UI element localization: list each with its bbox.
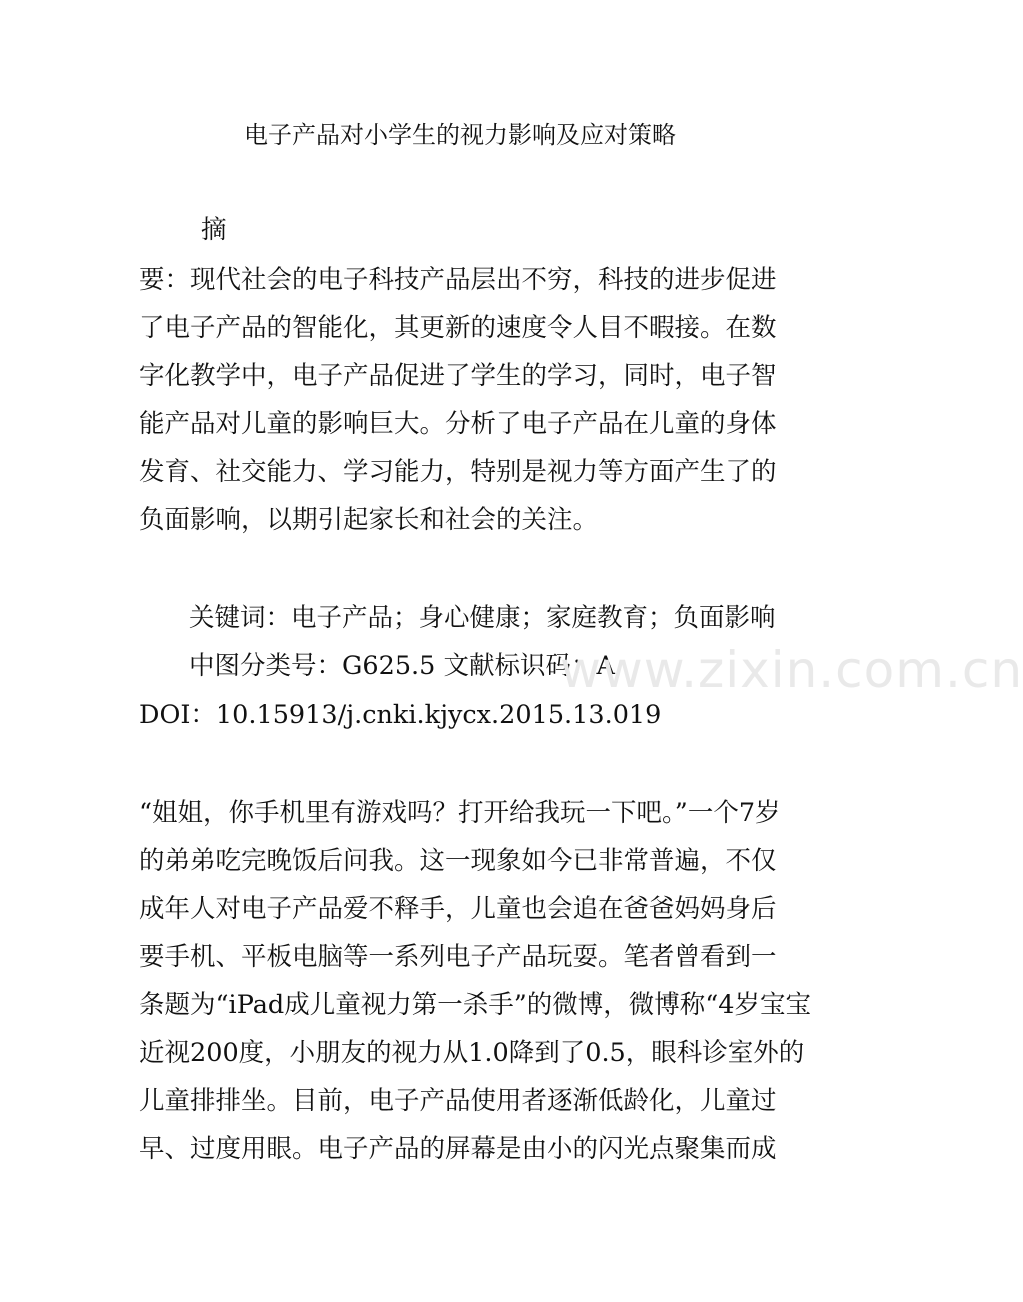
- abstract-line: 能产品对儿童的影响巨大。分析了电子产品在儿童的身体: [139, 409, 777, 439]
- body-line: “姐姐，你手机里有游戏吗？打开给我玩一下吧。”一个7岁: [139, 798, 781, 828]
- abstract-line: 发育、社交能力、学习能力，特别是视力等方面产生了的: [139, 457, 777, 487]
- classification-line: 中图分类号：G625.5 文献标识码：A: [189, 651, 615, 681]
- body-line: 的弟弟吃完晚饭后问我。这一现象如今已非常普遍，不仅: [139, 846, 777, 876]
- watermark: www.zixin.com.cn: [560, 641, 1023, 699]
- abstract-line: 字化教学中，电子产品促进了学生的学习，同时，电子智: [139, 361, 777, 391]
- body-line: 近视200度，小朋友的视力从1.0降到了0.5，眼科诊室外的: [139, 1038, 805, 1068]
- abstract-line: 负面影响，以期引起家长和社会的关注。: [139, 505, 599, 535]
- abstract-heading: 摘: [201, 215, 227, 245]
- body-line: 早、过度用眼。电子产品的屏幕是由小的闪光点聚集而成: [139, 1134, 777, 1164]
- body-line: 儿童排排坐。目前，电子产品使用者逐渐低龄化，儿童过: [139, 1086, 777, 1116]
- abstract-line: 要：现代社会的电子科技产品层出不穷，科技的进步促进: [139, 265, 777, 295]
- doi-line: DOI：10.15913/j.cnki.kjycx.2015.13.019: [139, 700, 662, 730]
- document-title: 电子产品对小学生的视力影响及应对策略: [244, 121, 676, 149]
- abstract-line: 了电子产品的智能化，其更新的速度令人目不暇接。在数: [139, 313, 777, 343]
- body-line: 条题为“iPad成儿童视力第一杀手”的微博，微博称“4岁宝宝: [139, 990, 812, 1020]
- body-line: 要手机、平板电脑等一系列电子产品玩耍。笔者曾看到一: [139, 942, 777, 972]
- keywords-line: 关键词：电子产品；身心健康；家庭教育；负面影响: [189, 603, 776, 633]
- body-line: 成年人对电子产品爱不释手，儿童也会追在爸爸妈妈身后: [139, 894, 777, 924]
